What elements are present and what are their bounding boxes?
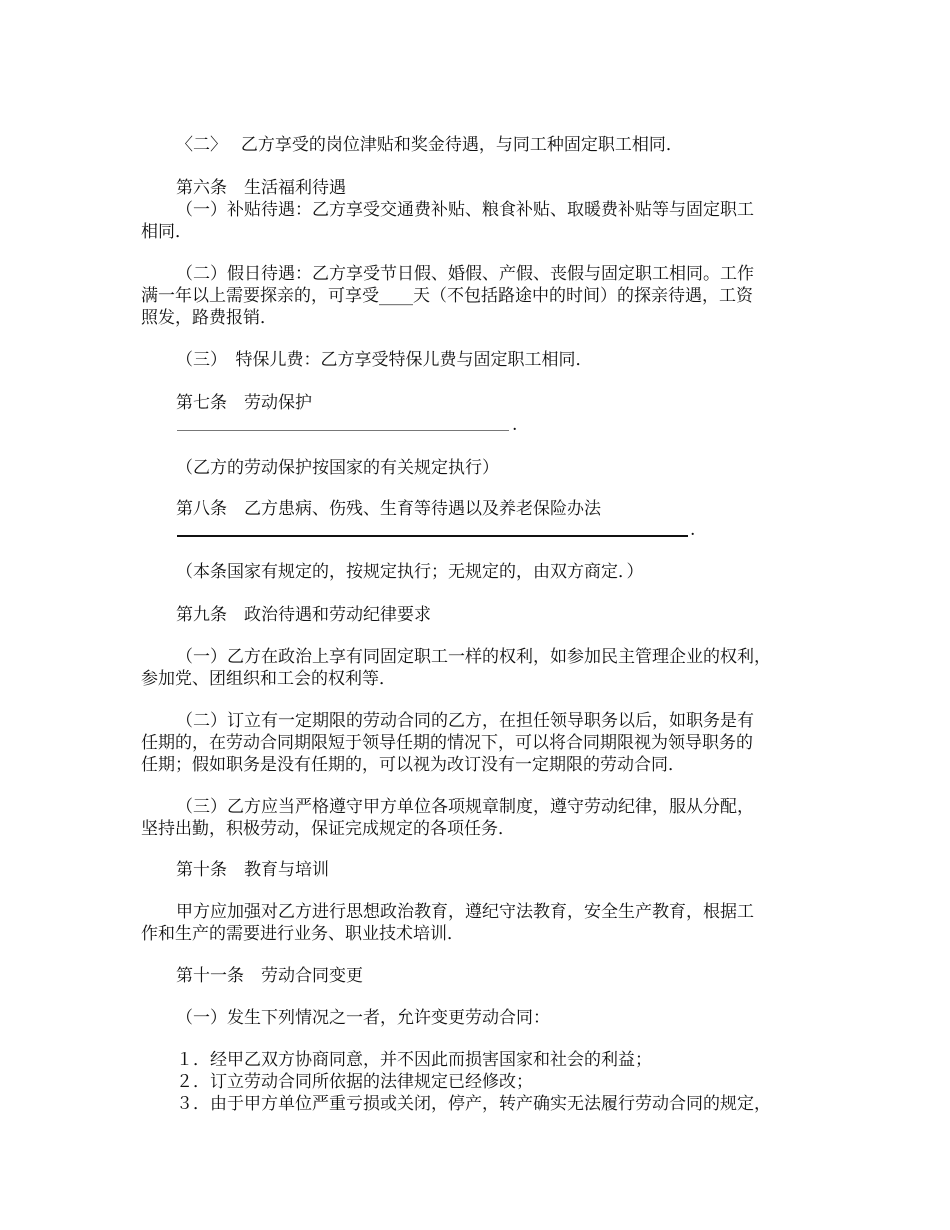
article-9-clause-2-line-2: 任期的，在劳动合同期限短于领导任期的情况下，可以将合同期限视为领导职务的: [141, 733, 753, 753]
article-11-item-3: ３．由于甲方单位严重亏损或关闭，停产，转产确实无法履行劳动合同的规定，: [176, 1094, 771, 1114]
article-11-clause-1: （一）发生下列情况之一者，允许变更劳动合同：: [176, 1008, 550, 1028]
article-8-blank-line: [177, 535, 688, 537]
article-9-heading: 第九条 政治待遇和劳动纪律要求: [176, 605, 431, 625]
article-9-clause-2-line-3: 任期；假如职务是没有任期的，可以视为改订没有一定期限的劳动合同．: [141, 755, 685, 775]
article-7-note: （乙方的劳动保护按国家的有关规定执行）: [176, 458, 499, 478]
article-11-heading: 第十一条 劳动合同变更: [176, 966, 363, 986]
article-10-body-line-1: 甲方应加强对乙方进行思想政治教育，遵纪守法教育，安全生产教育，根据工: [176, 902, 754, 922]
article-9-clause-3-line-1: （三）乙方应当严格遵守甲方单位各项规章制度，遵守劳动纪律，服从分配，: [176, 797, 754, 817]
article-10-heading: 第十条 教育与培训: [176, 860, 329, 880]
article-7-heading: 第七条 劳动保护: [176, 393, 312, 413]
article-11-item-1: １．经甲乙双方协商同意，并不因此而损害国家和社会的利益；: [176, 1050, 652, 1070]
article-6-clause-2-line-3: 照发，路费报销．: [141, 308, 277, 328]
article-6-clause-1-line-1: （一）补贴待遇：乙方享受交通费补贴、粮食补贴、取暖费补贴等与固定职工: [176, 200, 754, 220]
article-9-clause-2-line-1: （二）订立有一定期限的劳动合同的乙方，在担任领导职务以后，如职务是有: [176, 711, 754, 731]
article-9-clause-3-line-2: 坚持出勤，积极劳动，保证完成规定的各项任务．: [141, 819, 515, 839]
article-6-clause-2-line-2: 满一年以上需要探亲的，可享受____天（不包括路途中的时间）的探亲待遇，工资: [141, 286, 753, 306]
article-6-heading: 第六条 生活福利待遇: [176, 178, 346, 198]
article-8-note: （本条国家有规定的，按规定执行；无规定的，由双方商定．）: [176, 562, 644, 582]
clause-5-2: 〈二〉 乙方享受的岗位津贴和奖金待遇，与同工种固定职工相同．: [176, 135, 683, 155]
article-10-body-line-2: 作和生产的需要进行业务、职业技术培训．: [141, 924, 464, 944]
article-11-item-2: ２．订立劳动合同所依据的法律规定已经修改；: [176, 1072, 533, 1092]
article-7-blank-line: [177, 430, 509, 431]
article-6-clause-3: （三） 特保儿费：乙方享受特保儿费与固定职工相同．: [176, 350, 593, 370]
article-8-heading: 第八条 乙方患病、伤残、生育等待遇以及养老保险办法: [176, 499, 601, 519]
article-6-clause-1-line-2: 相同．: [141, 222, 192, 242]
article-6-clause-2-line-1: （二）假日待遇：乙方享受节日假、婚假、产假、丧假与固定职工相同。工作: [176, 264, 754, 284]
article-7-blank-period: .: [512, 415, 518, 435]
article-9-clause-1-line-2: 参加党、团组织和工会的权利等．: [141, 669, 396, 689]
article-9-clause-1-line-1: （一）乙方在政治上享有同固定职工一样的权利，如参加民主管理企业的权利，: [176, 647, 771, 667]
article-8-blank-period: .: [690, 520, 696, 540]
